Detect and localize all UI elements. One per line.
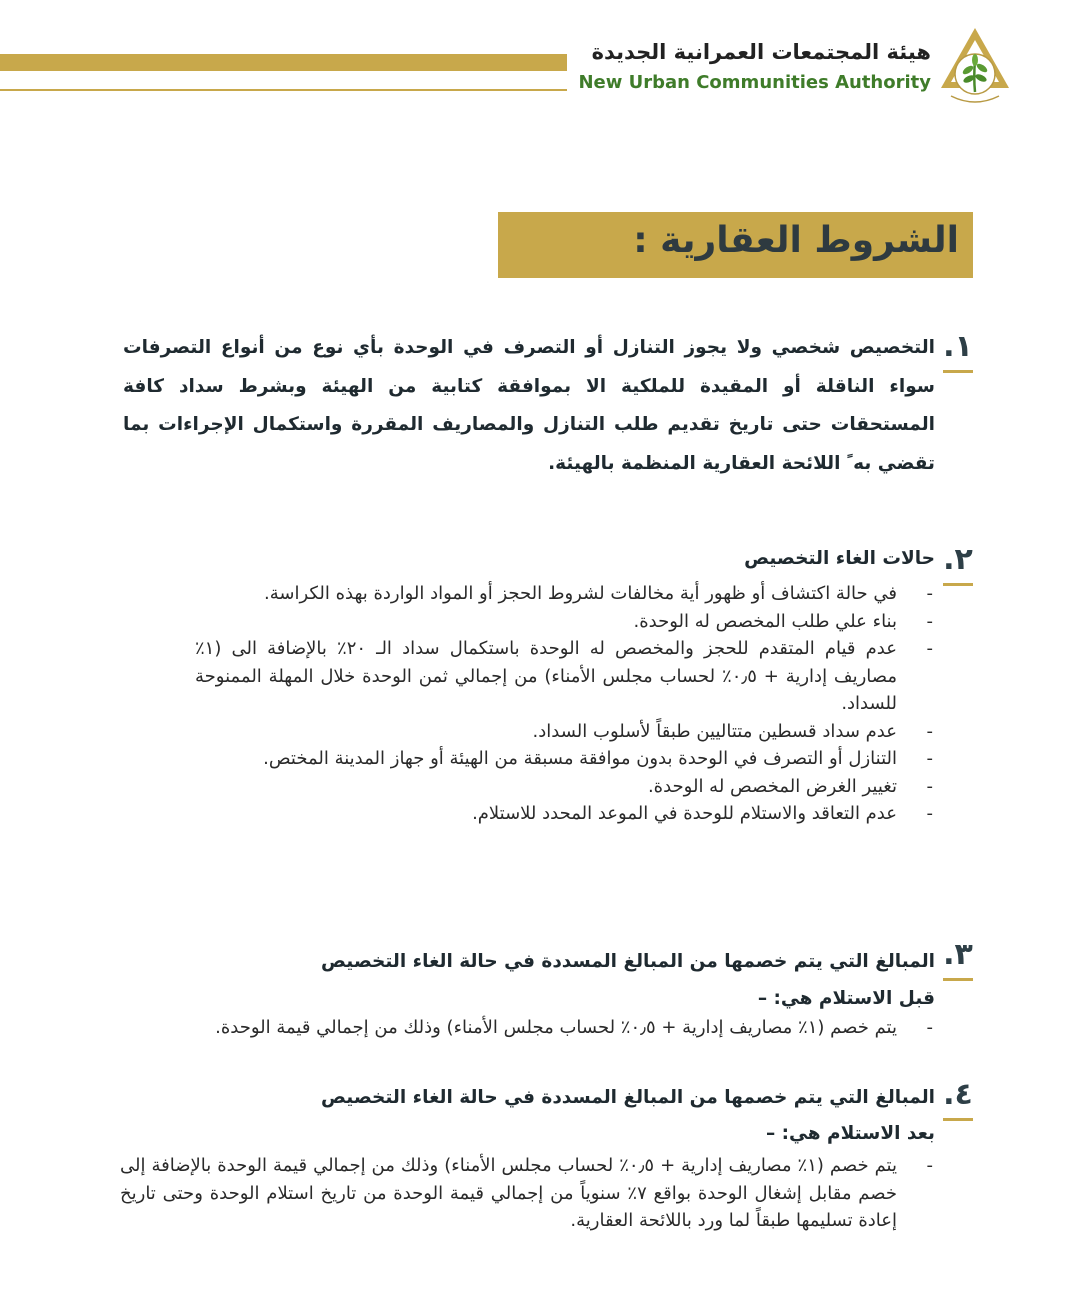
org-name-english: New Urban Communities Authority bbox=[578, 72, 931, 93]
org-name-arabic: هيئة المجتمعات العمرانية الجديدة bbox=[591, 40, 931, 64]
section-4 bbox=[120, 1078, 975, 1278]
list-item-text: التنازل أو التصرف في الوحدة بدون موافقة مسبقة من الهيئة أو جهاز المدينة المختص. bbox=[263, 748, 897, 769]
list-item-text: تغيير الغرض المخصص له الوحدة. bbox=[647, 775, 897, 797]
bullet-dash: - bbox=[926, 1155, 933, 1176]
list-item bbox=[195, 800, 937, 828]
list-item bbox=[120, 1152, 937, 1235]
list-item-text: يتم خصم (١٪ مصاريف إدارية + ٠٫٥٪ لحساب مجلس الأمناء) وذلك من إجمالي قيمة الوحدة بالإضافة إلى خصم مقابل إشغال الوحدة بواقع ٧٪ سنوياً من إجمالي قيمة الوحدة من تاريخ استلام الوحدة وحتى تاريخ إعادة تسليمها طبقاً لما ورد باللائحة العقارية. bbox=[120, 1155, 897, 1231]
list-item-text: عدم سداد قسطين متتاليين طبقاً لأسلوب السداد. bbox=[532, 720, 897, 742]
list-item bbox=[195, 745, 937, 773]
section-heading: المبالغ التي يتم خصمها من المبالغ المسددة في حالة الغاء التخصيص bbox=[321, 1087, 935, 1108]
bullet-dash: - bbox=[926, 748, 933, 769]
section-3 bbox=[120, 938, 975, 1073]
bullet-dash: - bbox=[926, 775, 933, 797]
bullet-dash: - bbox=[926, 610, 933, 632]
section-heading: حالات الغاء التخصيص bbox=[744, 548, 935, 569]
section-title-banner bbox=[498, 212, 973, 278]
deductions-before-list bbox=[120, 1014, 937, 1042]
section-heading-continued: بعد الاستلام هي: – bbox=[765, 1123, 935, 1144]
section-number-underline bbox=[943, 583, 973, 586]
list-item-text: عدم التعاقد والاستلام للوحدة في الموعد المحدد للاستلام. bbox=[472, 803, 897, 824]
section-number: ٣. bbox=[943, 937, 973, 972]
list-item bbox=[120, 1014, 937, 1042]
section-1 bbox=[120, 330, 975, 520]
section-number-underline bbox=[943, 370, 973, 373]
list-item-text: بناء علي طلب المخصص له الوحدة. bbox=[633, 610, 897, 632]
list-item bbox=[195, 773, 937, 801]
section-number: ١. bbox=[943, 329, 973, 364]
section-number: ٤. bbox=[943, 1077, 973, 1112]
section-paragraph: التخصيص شخصي ولا يجوز التنازل أو التصرف في الوحدة بأي نوع من أنواع التصرفات سواء الناقلة أو المقيدة للملكية الا بموافقة كتابية من الهيئة وبشرط سداد كافة المستحقات حتى تاريخ تقديم طلب التنازل والمصاريف المقررة واستكمال الإجراءات بما تقضي به ً اللائحة العقارية المنظمة بالهيئة. bbox=[123, 337, 935, 474]
list-item bbox=[195, 718, 937, 746]
list-item bbox=[195, 608, 937, 636]
deductions-after-list bbox=[120, 1152, 937, 1235]
header-accent-bar bbox=[0, 54, 567, 71]
list-item bbox=[195, 635, 937, 718]
list-item-text: يتم خصم (١٪ مصاريف إدارية + ٠٫٥٪ لحساب مجلس الأمناء) وذلك من إجمالي قيمة الوحدة. bbox=[215, 1017, 897, 1038]
bullet-dash: - bbox=[926, 638, 933, 659]
section-heading-continued: قبل الاستلام هي: – bbox=[757, 988, 935, 1009]
nuca-logo-icon bbox=[937, 26, 1013, 108]
header-accent-line bbox=[0, 89, 567, 91]
bullet-dash: - bbox=[926, 1017, 933, 1038]
section-number-underline bbox=[943, 1118, 973, 1121]
list-item bbox=[195, 580, 937, 608]
section-heading: المبالغ التي يتم خصمها من المبالغ المسددة في حالة الغاء التخصيص bbox=[321, 951, 935, 972]
bullet-dash: - bbox=[926, 583, 933, 604]
list-item-text: في حالة اكتشاف أو ظهور أية مخالفات لشروط الحجز أو المواد الواردة بهذه الكراسة. bbox=[264, 583, 897, 604]
section-number: ٢. bbox=[943, 542, 973, 577]
list-item-text: عدم قيام المتقدم للحجز والمخصص له الوحدة باستكمال سداد الـ ٢٠٪ بالإضافة الى (١٪ مصاريف إدارية + ٠٫٥٪ لحساب مجلس الأمناء) من إجمالي ثمن الوحدة خلال المهلة الممنوحة للسداد. bbox=[195, 638, 898, 714]
bullet-dash: - bbox=[926, 720, 933, 742]
section-number-underline bbox=[943, 978, 973, 981]
page-title: الشروط العقارية : bbox=[633, 220, 959, 261]
section-2 bbox=[120, 543, 975, 913]
bullet-dash: - bbox=[926, 803, 933, 824]
cancellation-cases-list bbox=[195, 580, 937, 828]
